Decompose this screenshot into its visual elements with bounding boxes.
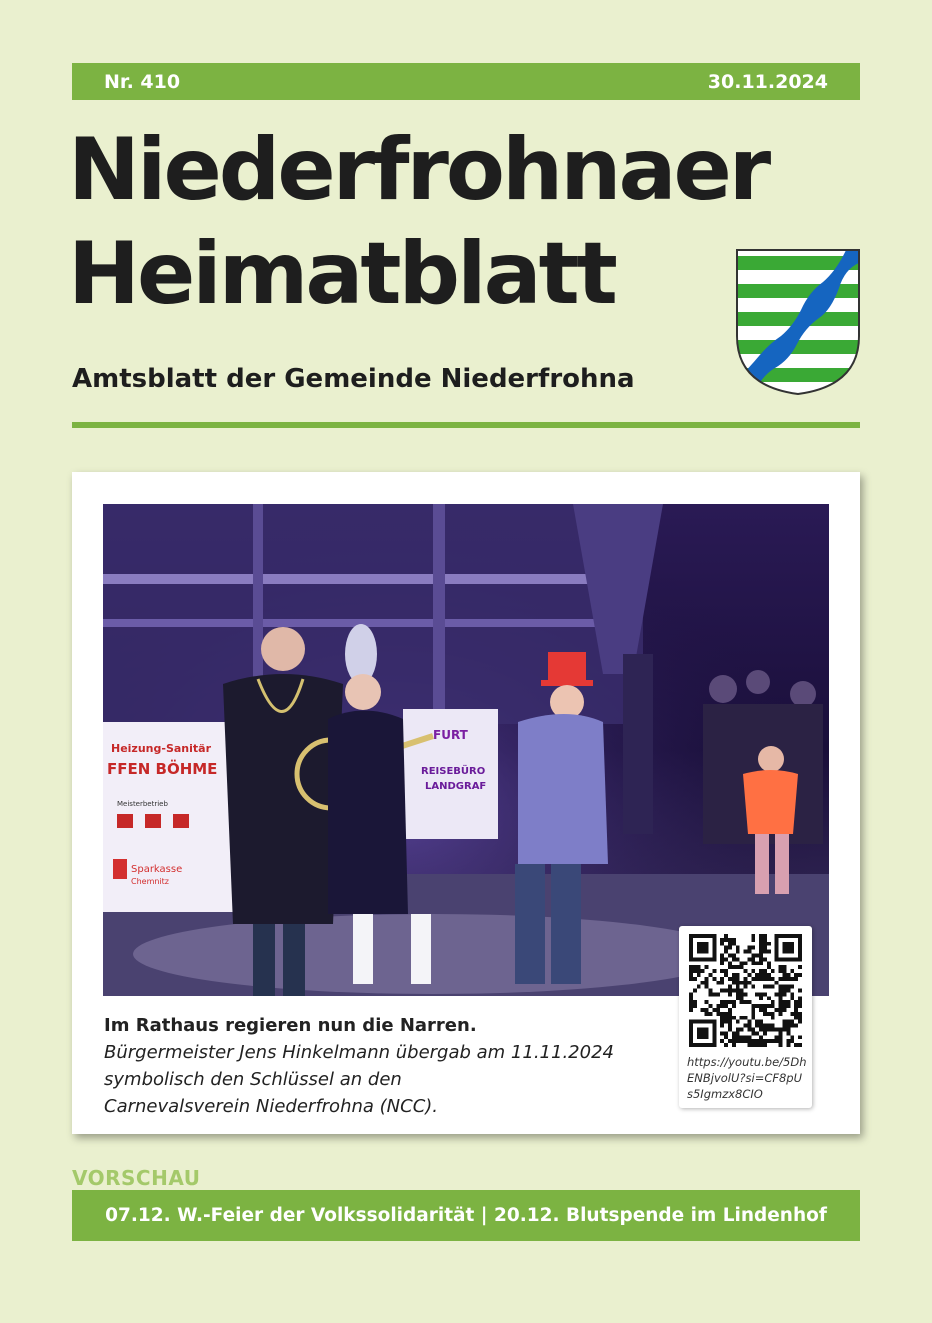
sign-travel-line1: REISEBÜRO xyxy=(421,766,486,777)
caption-headline: Im Rathaus regieren nun die Narren. xyxy=(104,1015,477,1036)
qr-code-box[interactable] xyxy=(679,926,812,1108)
sign-bank-line1: Sparkasse xyxy=(131,864,183,875)
sign-bank-line2: Chemnitz xyxy=(131,877,169,886)
qr-code-icon xyxy=(689,934,802,1047)
sign-heating-line3: Meisterbetrieb xyxy=(117,800,168,808)
preview-text: 07.12. W.-Feier der Volkssolidarität | 20.12. Blutspende im Lindenhof xyxy=(105,1205,827,1226)
sign-heating-line2: FFEN BÖHME xyxy=(107,760,218,778)
issue-date: 30.11.2024 xyxy=(707,70,828,93)
divider xyxy=(72,422,860,428)
cover-card xyxy=(72,472,860,1134)
qr-url[interactable]: https://youtu.be/5DhENBjvolU?si=CF8pUs5Igmzx8CIO xyxy=(687,1055,807,1101)
preview-bar xyxy=(72,1190,860,1241)
subtitle: Amtsblatt der Gemeinde Niederfrohna xyxy=(72,364,635,394)
issue-bar xyxy=(72,63,860,100)
cover-photo xyxy=(103,504,829,996)
title-line-1: Niederfrohnaer xyxy=(68,120,769,220)
sign-heating-line1: Heizung-Sanitär xyxy=(111,742,211,755)
caption-line-1: Bürgermeister Jens Hinkelmann übergab am 11.11.2024 xyxy=(104,1042,614,1063)
sign-travel-line2: LANDGRAF xyxy=(425,781,487,792)
caption-line-2: symbolisch den Schlüssel an den xyxy=(104,1069,402,1090)
issue-number: Nr. 410 xyxy=(104,70,181,93)
caption-line-3: Carnevalsverein Niederfrohna (NCC). xyxy=(104,1096,439,1117)
cover-caption xyxy=(104,1012,664,1120)
title-line-2: Heimatblatt xyxy=(68,224,615,324)
sign-furt: FURT xyxy=(433,728,468,742)
preview-label: VORSCHAU xyxy=(72,1166,201,1190)
